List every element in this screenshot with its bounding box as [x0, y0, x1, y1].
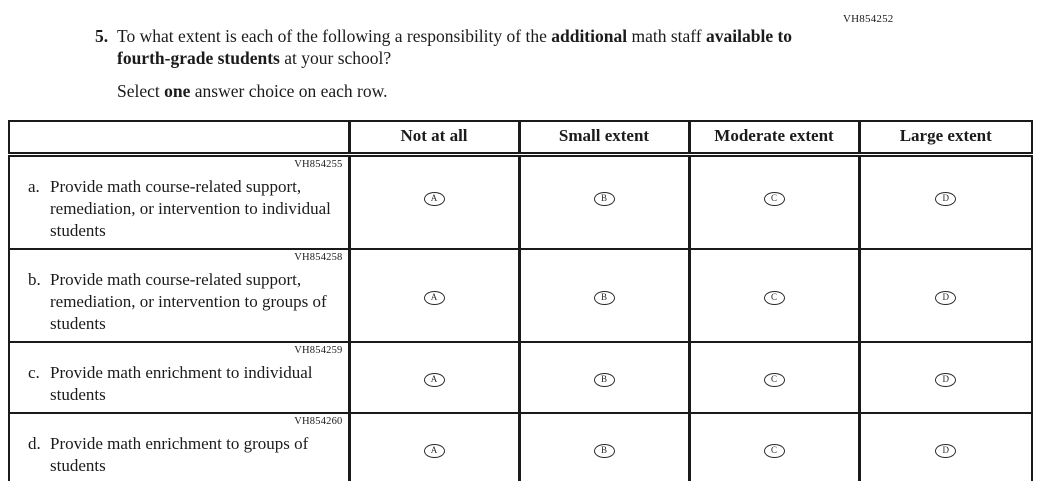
column-header-large-extent: Large extent — [859, 121, 1032, 154]
option-cell — [349, 413, 519, 481]
row-letter: c. — [28, 362, 40, 382]
table-row-c — [9, 342, 1032, 413]
row-letter: a. — [28, 176, 40, 196]
answer-bubble-small-extent[interactable]: B — [594, 192, 615, 206]
row-letter: d. — [28, 433, 41, 453]
answer-bubble-moderate-extent[interactable]: C — [764, 373, 785, 387]
answer-bubble-moderate-extent[interactable]: C — [764, 291, 785, 305]
answer-bubble-small-extent[interactable]: B — [594, 291, 615, 305]
option-cell — [349, 342, 519, 413]
option-cell — [689, 413, 859, 481]
answer-bubble-large-extent[interactable]: D — [935, 192, 956, 206]
row-label: Provide math course-related support, remediation, or intervention to groups of students — [50, 269, 327, 333]
option-cell — [349, 249, 519, 342]
response-grid — [8, 120, 1033, 481]
row-label: Provide math course-related support, remediation, or intervention to individual students — [50, 176, 331, 240]
select-instruction-part: answer choice on each row. — [190, 81, 388, 101]
option-cell — [689, 342, 859, 413]
answer-bubble-not-at-all[interactable]: A — [424, 373, 445, 387]
answer-bubble-not-at-all[interactable]: A — [424, 444, 445, 458]
answer-bubble-large-extent[interactable]: D — [935, 291, 956, 305]
row-label-cell — [9, 154, 349, 249]
answer-bubble-large-extent[interactable]: D — [935, 373, 956, 387]
row-label-cell — [9, 413, 349, 481]
column-header-moderate-extent: Moderate extent — [689, 121, 859, 154]
question-number: 5. — [95, 26, 109, 46]
row-accession-code: VH854259 — [294, 344, 343, 356]
select-instruction-bold: one — [164, 81, 191, 101]
option-cell — [859, 342, 1032, 413]
question-text — [117, 25, 815, 102]
answer-bubble-small-extent[interactable]: B — [594, 373, 615, 387]
option-cell — [519, 342, 689, 413]
question-text-part: To what extent is each of the following a responsibility of the — [117, 26, 552, 46]
option-cell — [689, 154, 859, 249]
question-text-part: math staff — [627, 26, 707, 46]
row-label-cell — [9, 249, 349, 342]
header-empty-cell — [9, 121, 349, 154]
row-letter: b. — [28, 269, 41, 289]
answer-bubble-moderate-extent[interactable]: C — [764, 192, 785, 206]
option-cell — [349, 154, 519, 249]
option-cell — [859, 249, 1032, 342]
table-row-b — [9, 249, 1032, 342]
option-cell — [689, 249, 859, 342]
answer-bubble-large-extent[interactable]: D — [935, 444, 956, 458]
answer-bubble-moderate-extent[interactable]: C — [764, 444, 785, 458]
select-instruction-part: Select — [117, 81, 165, 101]
row-label: Provide math enrichment to individual students — [50, 362, 313, 404]
question-text-part: at your school? — [279, 48, 392, 68]
answer-bubble-small-extent[interactable]: B — [594, 444, 615, 458]
option-cell — [519, 249, 689, 342]
row-accession-code: VH854258 — [294, 251, 343, 263]
table-row-a — [9, 154, 1032, 249]
question-accession-code: VH854252 — [843, 13, 894, 25]
row-accession-code: VH854260 — [294, 415, 343, 427]
column-header-not-at-all: Not at all — [349, 121, 519, 154]
row-label-cell — [9, 342, 349, 413]
question-block — [95, 25, 815, 102]
answer-bubble-not-at-all[interactable]: A — [424, 192, 445, 206]
row-accession-code: VH854255 — [294, 158, 343, 170]
question-text-bold: additional — [551, 26, 628, 46]
table-row-d — [9, 413, 1032, 481]
header-row — [9, 121, 1032, 154]
select-instruction — [117, 80, 815, 102]
option-cell — [519, 413, 689, 481]
question-text-bold: available to fourth-grade students — [117, 26, 793, 68]
option-cell — [859, 413, 1032, 481]
option-cell — [519, 154, 689, 249]
row-label: Provide math enrichment to groups of students — [50, 433, 309, 475]
column-header-small-extent: Small extent — [519, 121, 689, 154]
answer-bubble-not-at-all[interactable]: A — [424, 291, 445, 305]
option-cell — [859, 154, 1032, 249]
